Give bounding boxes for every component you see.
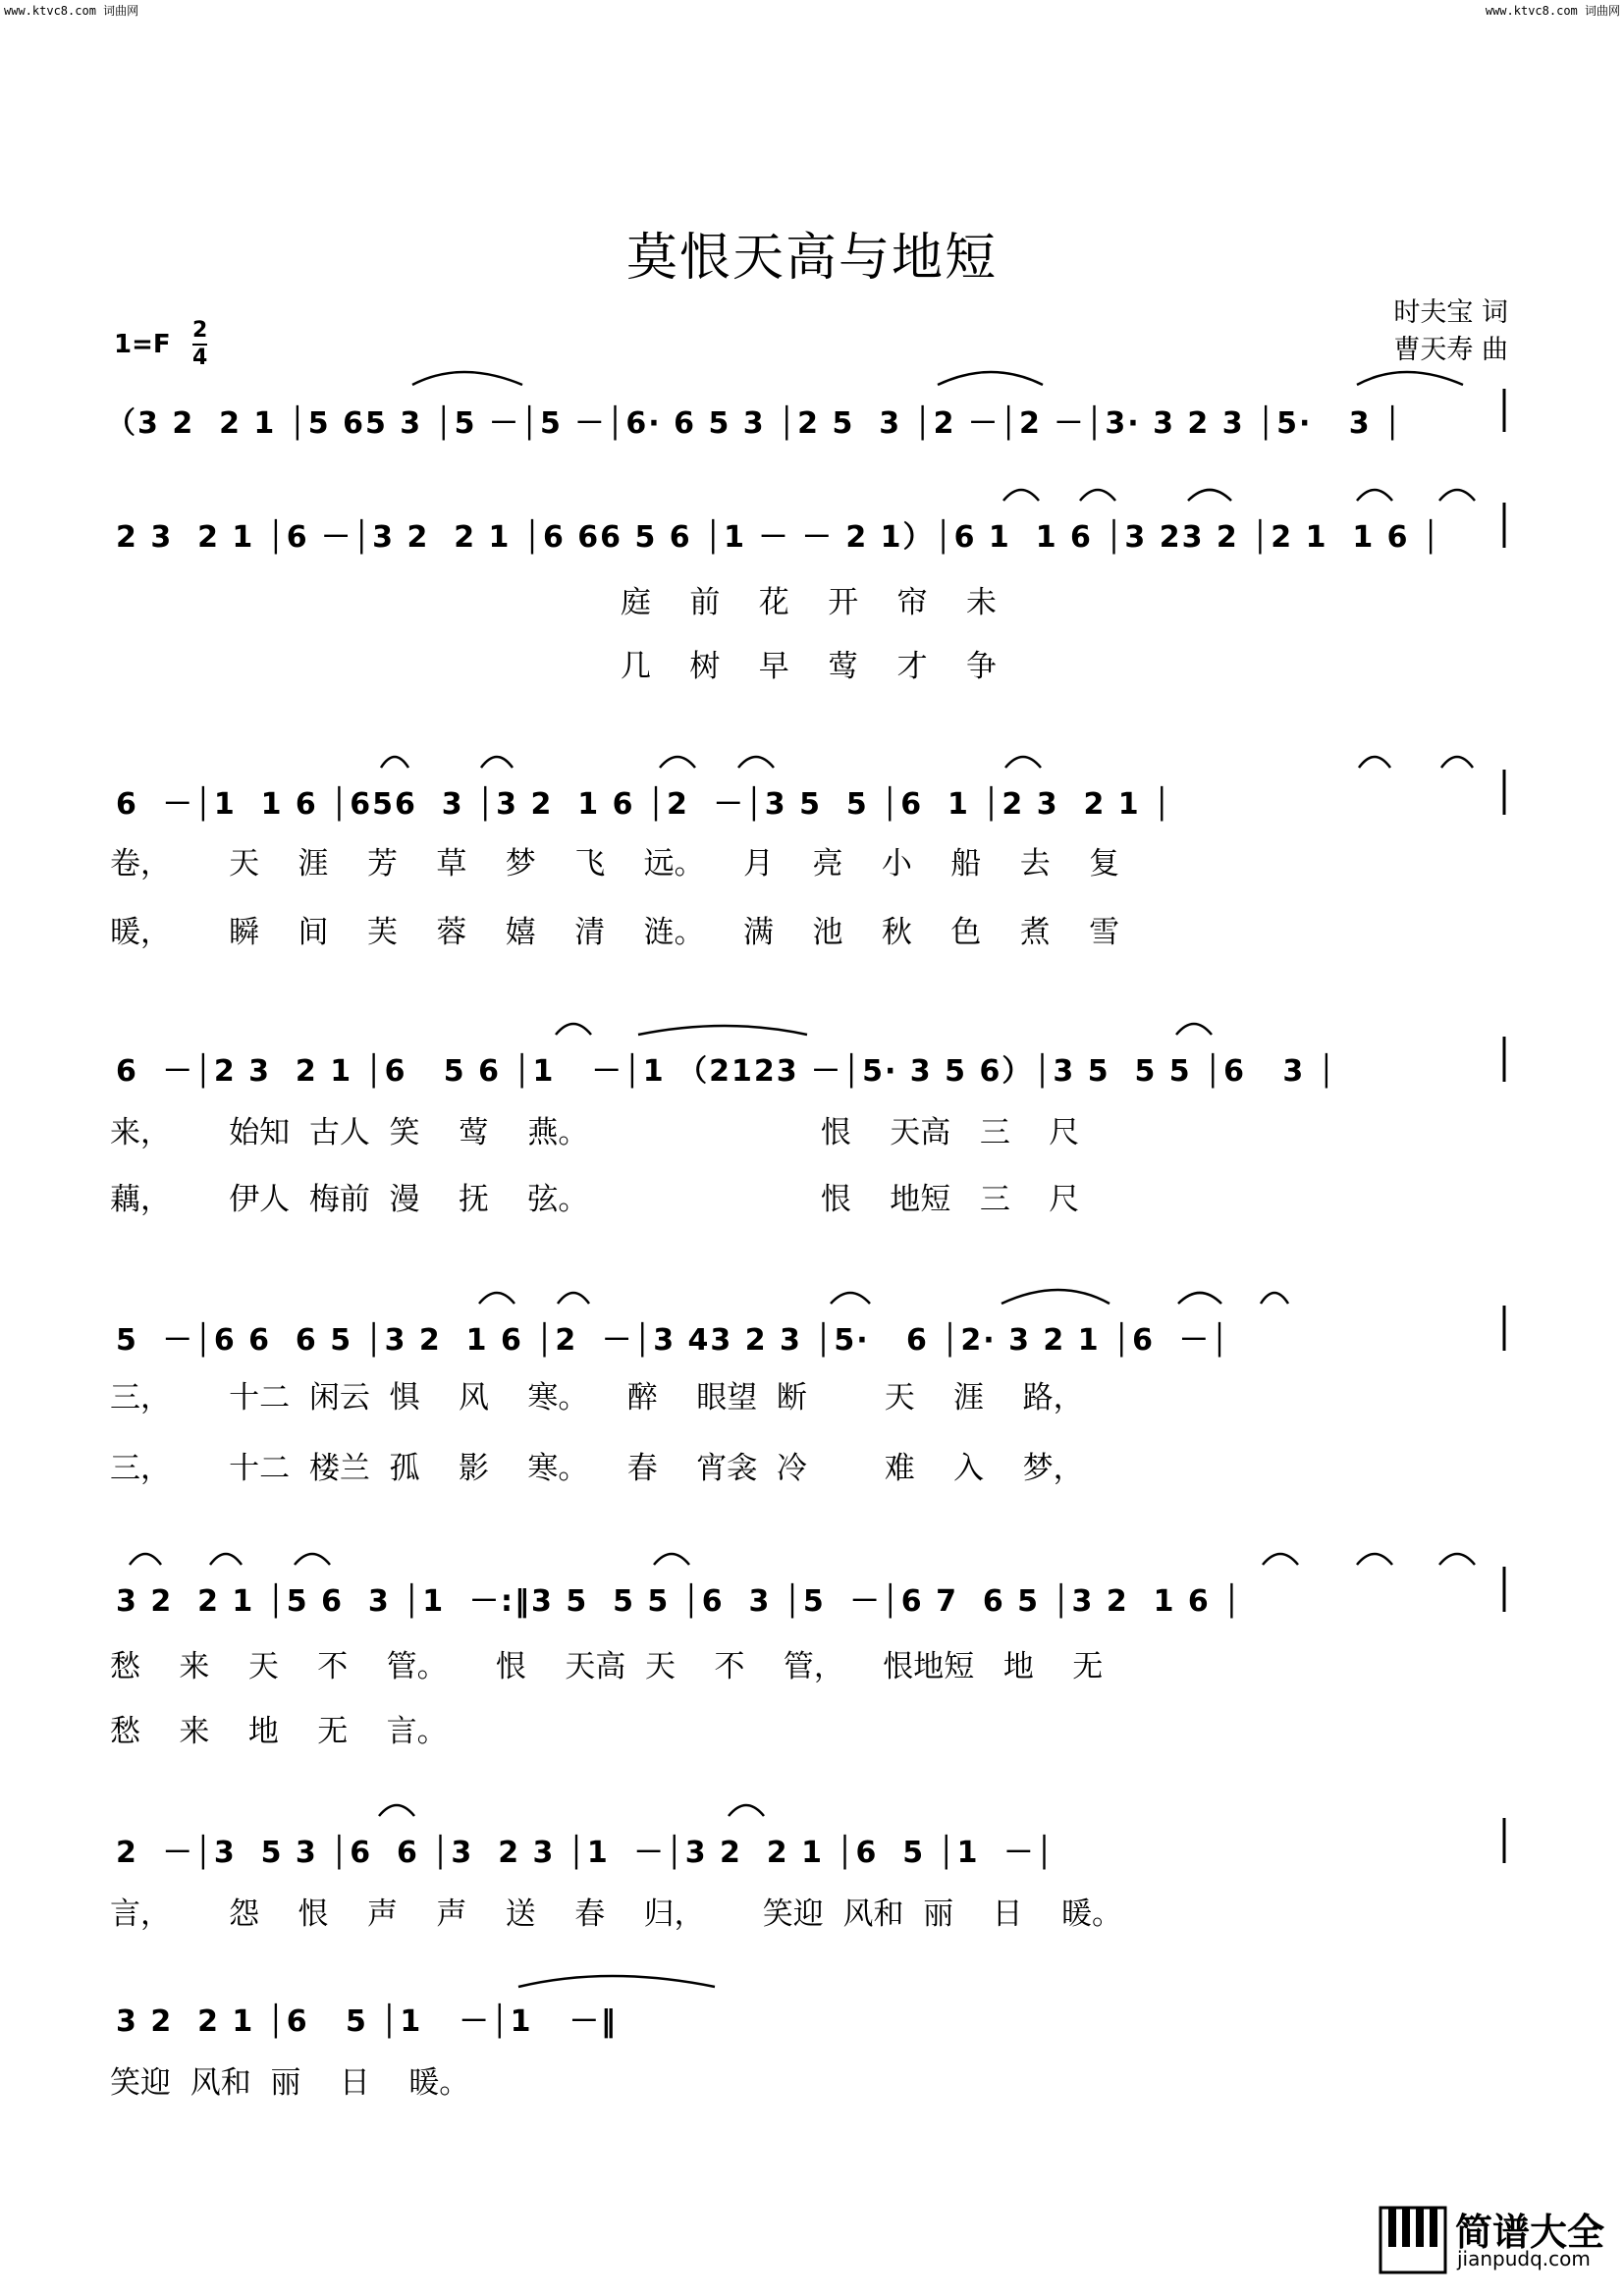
slur-mark (130, 1554, 161, 1565)
lyrics-line-6-verse-2: 愁 来 地 无 言。 (110, 1714, 448, 1749)
slur-mark (1357, 490, 1392, 501)
piano-keys-icon (1379, 2206, 1447, 2274)
slur-mark (1263, 1554, 1298, 1565)
slur-mark (295, 1554, 330, 1565)
lyrics-line-5-verse-2: 三， 十二 楼兰 孤 影 寒。 春 宵衾 冷 难 入 梦， (110, 1451, 1084, 1486)
tie-mark (412, 372, 522, 385)
slur-mark (1439, 490, 1475, 501)
notes-line-7: 2 －│3 5 3 │6 6 │3 2 3 │1 －│3 2 2 1 │6 5 │1 －│ (116, 1836, 1056, 1870)
slur-mark (738, 757, 774, 768)
lyrics-line-3-verse-2: 暖， 瞬 间 芙 蓉 嬉 清 涟。 满 池 秋 色 煮 雪 (110, 915, 1120, 950)
lyrics-line-4-verse-1: 来， 始知 古人 笑 莺 燕。 恨 天高 三 尺 (110, 1115, 1080, 1150)
time-bottom: 4 (192, 346, 208, 370)
slur-mark (1359, 757, 1390, 768)
slur-mark (831, 1293, 870, 1304)
slur-mark (1080, 490, 1115, 501)
lyrics-line-6-verse-1: 愁 来 天 不 管。 恨 天高 天 不 管， 恨地短 地 无 (110, 1649, 1104, 1684)
notes-line-5: 5 －│6 6 6 5 │3 2 1 6 │2 －│3 43 2 3 │5· 6 │2· 3 2 1 │6 －│ (116, 1323, 1230, 1358)
header-left: www.ktvc8.com 词曲网 (4, 4, 139, 18)
slur-mark (1261, 1293, 1288, 1304)
slur-mark (481, 757, 513, 768)
lyrics-line-8-verse-1: 笑迎 风和 丽 日 暖。 (110, 2065, 470, 2101)
slur-mark (479, 1293, 514, 1304)
lyricist-credit: 时夫宝 词 (1393, 297, 1508, 328)
lyrics-line-2-verse-2: 几 树 早 莺 才 争 (88, 649, 998, 684)
notes-line-3: 6 －│1 1 6 │656 3 │3 2 1 6 │2 －│3 5 5 │6 1 │2 3 2 1 │ (116, 787, 1173, 822)
lyrics-line-5-verse-1: 三， 十二 闲云 惧 风 寒。 醉 眼望 断 天 涯 路， (110, 1380, 1084, 1415)
slur-mark (556, 1024, 591, 1035)
slur-marks (130, 372, 1475, 1987)
slur-mark (379, 1805, 414, 1816)
slur-mark (1176, 1024, 1212, 1035)
composer-credit: 曹天寿 曲 (1393, 335, 1508, 365)
slur-mark (558, 1293, 589, 1304)
notes-line-6: 3 2 2 1 │5 6 3 │1 －:‖3 5 5 5 │6 3 │5 －│6 7 6 5 │3 2 1 6 │ (116, 1584, 1243, 1619)
slur-mark (381, 757, 408, 768)
brand-logo (1379, 2200, 1604, 2278)
slur-mark (1357, 1554, 1392, 1565)
slur-mark (729, 1805, 764, 1816)
tie-mark (938, 372, 1043, 385)
slur-mark (210, 1554, 242, 1565)
brand-name: 简谱大全 (1455, 2211, 1605, 2254)
lyrics-line-3-verse-1: 卷， 天 涯 芳 草 梦 飞 远。 月 亮 小 船 去 复 (110, 846, 1120, 881)
notes-line-8: 3 2 2 1 │6 5 │1 －│1 －‖ (116, 2004, 618, 2039)
brand-url: jianpudq.com (1457, 2247, 1591, 2270)
tie-mark (638, 1026, 807, 1035)
lyrics-line-4-verse-2: 藕， 伊人 梅前 漫 抚 弦。 恨 地短 三 尺 (110, 1182, 1080, 1217)
lyrics-line-7-verse-1: 言， 怨 恨 声 声 送 春 归， 笑迎 风和 丽 日 暖。 (110, 1896, 1122, 1932)
key-prefix: 1=F (114, 330, 171, 359)
notes-line-4: 6 －│2 3 2 1 │6 5 6 │1 －│1 （2123 －│5· 3 5 6）│3 5 5 5 │6 3 │ (116, 1054, 1337, 1089)
slur-mark (1001, 1290, 1110, 1304)
notes-line-2: 2 3 2 1 │6 －│3 2 2 1 │6 66 5 6 │1 － － 2 1）│6 1 1 6 │3 23 2 │2 1 1 6 │ (116, 520, 1442, 555)
slur-mark (660, 757, 695, 768)
slur-mark (1178, 1293, 1221, 1304)
slur-mark (1188, 490, 1231, 501)
time-top: 2 (192, 318, 207, 346)
header-right: www.ktvc8.com 词曲网 (1485, 4, 1620, 18)
slur-mark (654, 1554, 689, 1565)
tie-mark (518, 1976, 715, 1987)
slur-mark (1441, 757, 1473, 768)
slur-mark (1003, 490, 1039, 501)
slur-mark (1439, 1554, 1475, 1565)
tie-mark (1357, 372, 1463, 385)
page-title: 莫恨天高与地短 (625, 228, 998, 288)
notes-line-1: （3 2 2 1 │5 65 3 │5 －│5 －│6· 6 5 3 │2 5 3 │2 －│2 －│3· 3 2 3 │5· 3 │ (106, 406, 1404, 441)
slur-mark (1005, 757, 1041, 768)
lyrics-line-2-verse-1: 庭 前 花 开 帘 未 (88, 585, 998, 620)
